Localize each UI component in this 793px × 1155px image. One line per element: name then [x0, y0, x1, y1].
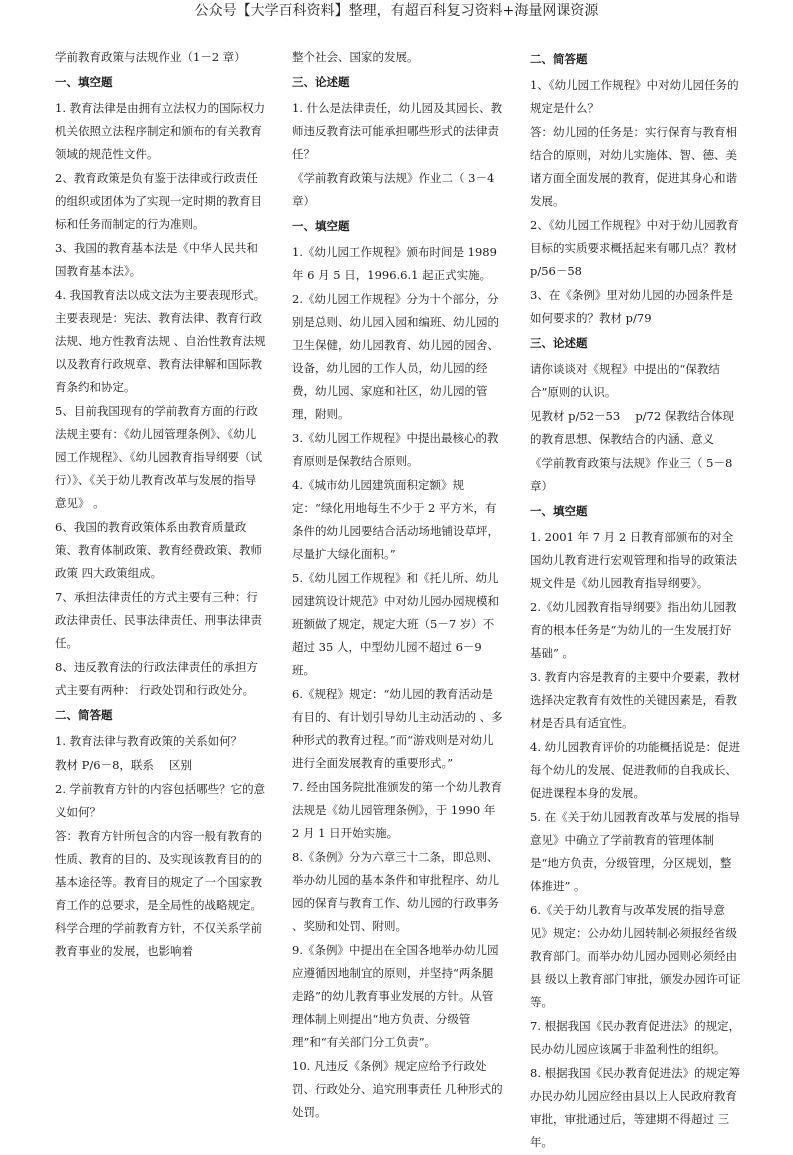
section-heading: 一、填空题	[292, 219, 350, 233]
paragraph: 整个社会、国家的发展。	[292, 50, 419, 64]
section-heading: 一、填空题	[530, 504, 588, 518]
paragraph: 8.《条例》分为六章三十二条，即总则、举办幼儿园的基本条件和审批程序、幼儿园的保育与教育工作、幼儿园的行政事务 、奖励和处罚、附则。	[292, 850, 499, 933]
paragraph: 2、《幼儿园工作规程》中对于幼儿园教育目标的实质要求概括起来有哪几点？教材 p/56－58	[530, 218, 739, 278]
paragraph: 5. 在《关于幼儿园教育改革与发展的指导意见》中确立了学前教育的管理体制是“地方负责，分级管理，分区规划，整体推进” 。	[530, 810, 741, 893]
column-right	[530, 46, 742, 1155]
paragraph: 1. 教育法律与教育政策的关系如何？	[55, 734, 243, 748]
page-banner: 公众号【大学百科资料】整理，有超百科复习资料+海量网课资源	[194, 3, 599, 19]
paragraph: 2. 学前教育方针的内容包括哪些？它的意义如何？	[55, 782, 266, 819]
paragraph: 7. 根据我国《民办教育促进法》的规定，民办幼儿园应该属于非盈利性的组织。	[530, 1019, 741, 1056]
paragraph: 《学前教育政策与法规》作业二（ 3－4 章）	[292, 171, 495, 208]
paragraph: 1. 2001 年 7 月 2 日教育部颁布的对全国幼儿教育进行宏观管理和指导的政策法规文件是《幼儿园教育指导纲要》。	[530, 530, 737, 590]
paragraph: 见教材 p/52－53 p/72 保教结合体现的教育思想、保教结合的内涵、意义	[530, 409, 734, 446]
paragraph: 5.《幼儿园工作规程》和《托儿所、幼儿园建筑设计规范》中对幼儿园办园规模和班额做了规定，规定大班（5－7 岁）不超过 35 人，中型幼儿园不超过 6－9 班。	[292, 571, 499, 677]
paragraph: 1、《幼儿园工作规程》中对幼儿园任务的规定是什么？	[530, 78, 739, 115]
paragraph: 学前教育政策与法规作业（1－2 章）	[55, 50, 246, 64]
paragraph: 1.《幼儿园工作规程》颁布时间是 1989 年 6 月 5 日，1996.6.1 起正式实施。	[292, 245, 497, 282]
paragraph: 3.《幼儿园工作规程》中提出最核心的教育原则是保教结合原则。	[292, 431, 499, 468]
column-left	[55, 46, 267, 964]
paragraph: 4. 幼儿园教育评价的功能概括说是：促进每个幼儿的发展、促进教师的自我成长、 促进课程本身的发展。	[530, 740, 741, 800]
paragraph: 《学前教育政策与法规》作业三（ 5－8 章）	[530, 456, 733, 493]
paragraph: 6.《规程》规定：“幼儿园的教育活动是有目的、有计划引导幼儿主动活动的 、多种形式的教育过程。”而“游戏则是对幼儿进行全面发展教育的重要形式。”	[292, 687, 503, 770]
paragraph: 2、教育政策是负有鉴于法律或行政责任的组织或团体为了实现一定时期的教育目标和任务而制定的行为准则。	[55, 171, 262, 231]
paragraph: 8、违反教育法的行政法律责任的承担方式主要有两种： 行政处罚和行政处分。	[55, 660, 258, 697]
paragraph: 1. 教育法律是由拥有立法权力的国际权力机关依照立法程序制定和颁布的有关教育领域的规范性文件。	[55, 101, 266, 161]
paragraph: 4. 我国教育法以成文法为主要表现形式。主要表现是：宪法、教育法律、教育行政法规、地方性教育法规 、自治性教育法规 以及教育行政规章、教育法律解和国际教育条约和协定。	[55, 288, 266, 394]
paragraph: 3、在《条例》里对幼儿园的办园条件是如何要求的？教材 p/79	[530, 288, 733, 325]
section-heading: 二、简答题	[55, 708, 113, 722]
section-heading: 二、简答题	[530, 52, 588, 66]
paragraph: 教材 P/6－8，联系 区别	[55, 758, 193, 772]
section-heading: 三、论述题	[292, 75, 350, 89]
paragraph: 请你谈谈对《规程》中提出的“保教结合”原则的认识。	[530, 362, 720, 399]
paragraph: 2.《幼儿园教育指导纲要》指出幼儿园教育的根本任务是“为幼儿的一生发展打好基础” 。	[530, 600, 737, 660]
section-heading: 一、填空题	[55, 75, 113, 89]
paragraph: 4.《城市幼儿园建筑面积定额》规定：“绿化用地每生不少于 2 平方米，有条件的幼儿园要结合活动场地铺设草坪，尽量扩大绿化面积。”	[292, 478, 499, 561]
paragraph: 6.《关于幼儿教育与改革发展的指导意见》规定：公办幼儿园转制必须报经省级教育部门。而举办幼儿园办园则必须经由县 级以上教育部门审批，颁发办园许可证等。	[530, 903, 741, 1009]
paragraph: 6、我国的教育政策体系由教育质量政策、教育体制政策、教育经费政策、教师政策 四大政策组成。	[55, 520, 262, 580]
paragraph: 7. 经由国务院批准颁发的第一个幼儿教育法规是《幼儿园管理条例》，于 1990 年 2 月 1 日开始实施。	[292, 780, 503, 840]
paragraph: 3. 教育内容是教育的主要中介要素，教材选择决定教育有效性的关键因素是，看教材是否具有适宜性。	[530, 670, 741, 730]
paragraph: 3、我国的教育基本法是《中华人民共和国教育基本法》。	[55, 241, 258, 278]
paragraph: 9.《条例》中提出在全国各地举办幼儿园应遵循因地制宜的原则，并坚持“两条腿走路”的幼儿教育事业发展的方针。从管理体制上则提出“地方负责、分级管理”和“有关部门分工负责”。	[292, 943, 499, 1049]
section-heading: 三、论述题	[530, 336, 588, 350]
paragraph: 1. 什么是法律责任，幼儿园及其园长、教师违反教育法可能承担哪些形式的法律责任？	[292, 101, 503, 161]
paragraph: 8. 根据我国《民办教育促进法》的规定筹办民办幼儿园应经由县以上人民政府教育审批，审批通过后，等建期不得超过 三 年。	[530, 1066, 741, 1149]
paragraph: 答：幼儿园的任务是：实行保育与教育相结合的原则，对幼儿实施体、智、德、美诸方面全面发展的教育，促进其身心和谐发展。	[530, 125, 737, 208]
paragraph: 5、目前我国现有的学前教育方面的行政法规主要有：《幼儿园管理条例》、《幼儿园工作规程》、《幼儿园教育指导纲要（试行）》、《关于幼儿教育改革与发展的指导意见》 。	[55, 404, 262, 510]
column-middle	[292, 46, 504, 1125]
paragraph: 答：教育方针所包含的内容一般有教育的性质、教育的目的、及实现该教育目的的基本途径等。教育目的规定了一个国家教育工作的总要求，是全局性的战略规定。科学合理的学前教育方针，不仅关系学前教育事业的发展，也影响着	[55, 829, 262, 958]
paragraph: 2.《幼儿园工作规程》分为十个部分，分别是总则、幼儿园入园和编班、幼儿园的卫生保健，幼儿园教育、幼儿园的园舍、设备，幼儿园的工作人员，幼儿园的经费，幼儿园、家庭和社区，幼儿园的管理，附则。	[292, 292, 499, 421]
paragraph: 10. 凡违反《条例》规定应给予行政处罚、行政处分、追究刑事责任 几种形式的处罚。	[292, 1059, 503, 1119]
paragraph: 7、承担法律责任的方式主要有三种：行政法律责任、民事法律责任、刑事法律责任。	[55, 590, 262, 650]
